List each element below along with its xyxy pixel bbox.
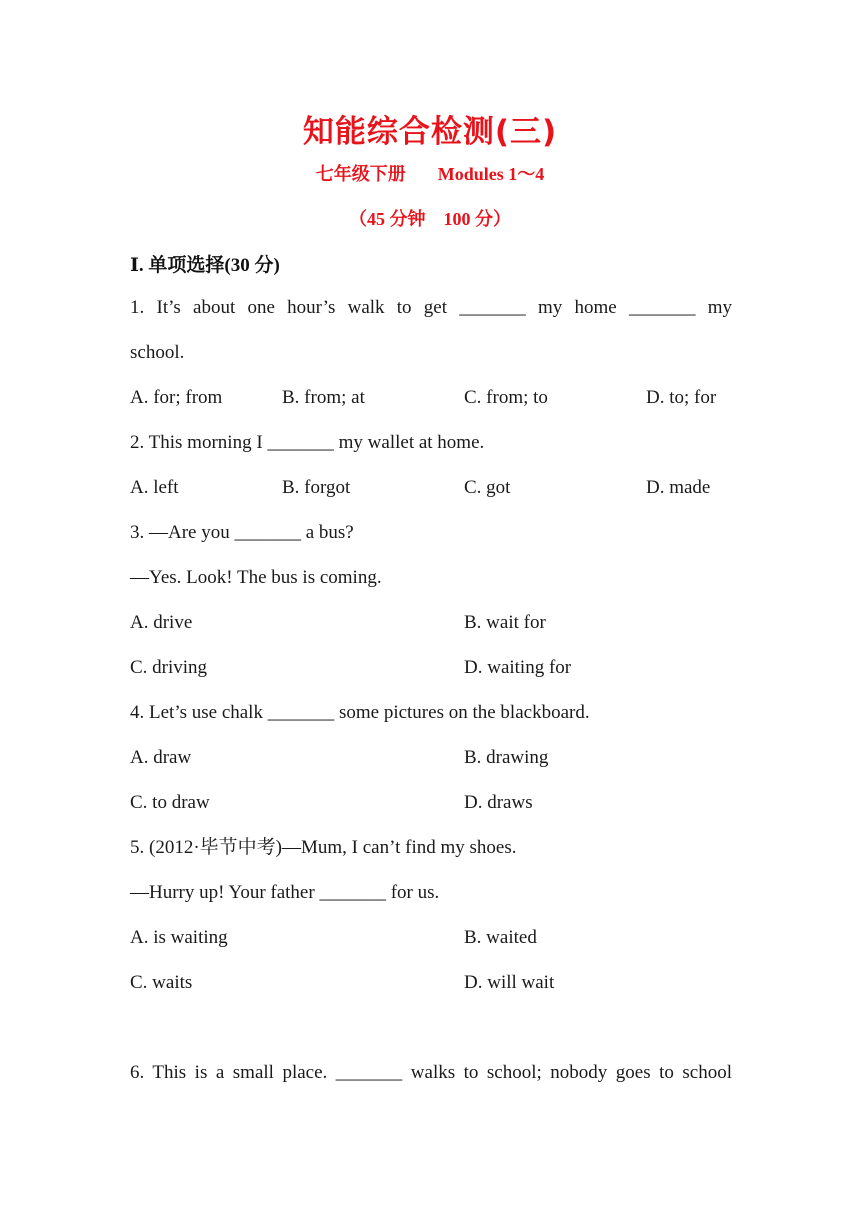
question-stem: 6. This is a small place. _______ walks to school; nobody goes to school (130, 1062, 732, 1083)
section-heading: Ⅰ. 单项选择(30 分) (130, 255, 280, 276)
question-stem: 3. —Are you _______ a bus? (130, 522, 354, 543)
option-b: B. forgot (282, 477, 351, 498)
option-c: C. from; to (464, 387, 548, 408)
option-c: C. to draw (130, 792, 210, 813)
question-stem: 1. It’s about one hour’s walk to get _______ my home _______ my (130, 297, 732, 318)
option-d: D. waiting for (464, 657, 572, 678)
option-c: C. waits (130, 972, 193, 993)
option-c: C. driving (130, 657, 208, 678)
grade-label: 七年级下册 (315, 164, 406, 184)
option-a: A. left (130, 477, 179, 498)
modules-label: Modules 1～4 (437, 164, 545, 184)
option-d: D. made (646, 477, 711, 498)
option-a: A. is waiting (130, 927, 228, 948)
option-a: A. draw (130, 747, 192, 768)
option-d: D. draws (464, 792, 533, 813)
question-stem-continued: school. (130, 342, 185, 363)
score-label: 100 分） (443, 209, 511, 229)
option-a: A. for; from (130, 387, 223, 408)
option-b: B. waited (464, 927, 537, 948)
option-c: C. got (464, 477, 511, 498)
option-b: B. drawing (464, 747, 549, 768)
option-b: B. from; at (282, 387, 365, 408)
option-d: D. to; for (646, 387, 717, 408)
question-stem: 5. (2012·毕节中考)—Mum, I can’t find my shoes. (130, 837, 517, 858)
question-reply: —Yes. Look! The bus is coming. (130, 567, 382, 588)
question-stem: 2. This morning I _______ my wallet at home. (130, 432, 485, 453)
page-title: 知能综合检测(三) (302, 114, 558, 150)
option-a: A. drive (130, 612, 193, 633)
question-reply: —Hurry up! Your father _______ for us. (130, 882, 440, 903)
time-label: （45 分钟 (349, 209, 426, 229)
page-subtitle (0, 160, 860, 186)
option-b: B. wait for (464, 612, 546, 633)
option-d: D. will wait (464, 972, 555, 993)
exam-meta (0, 205, 860, 231)
question-stem: 4. Let’s use chalk _______ some pictures on the blackboard. (130, 702, 590, 723)
